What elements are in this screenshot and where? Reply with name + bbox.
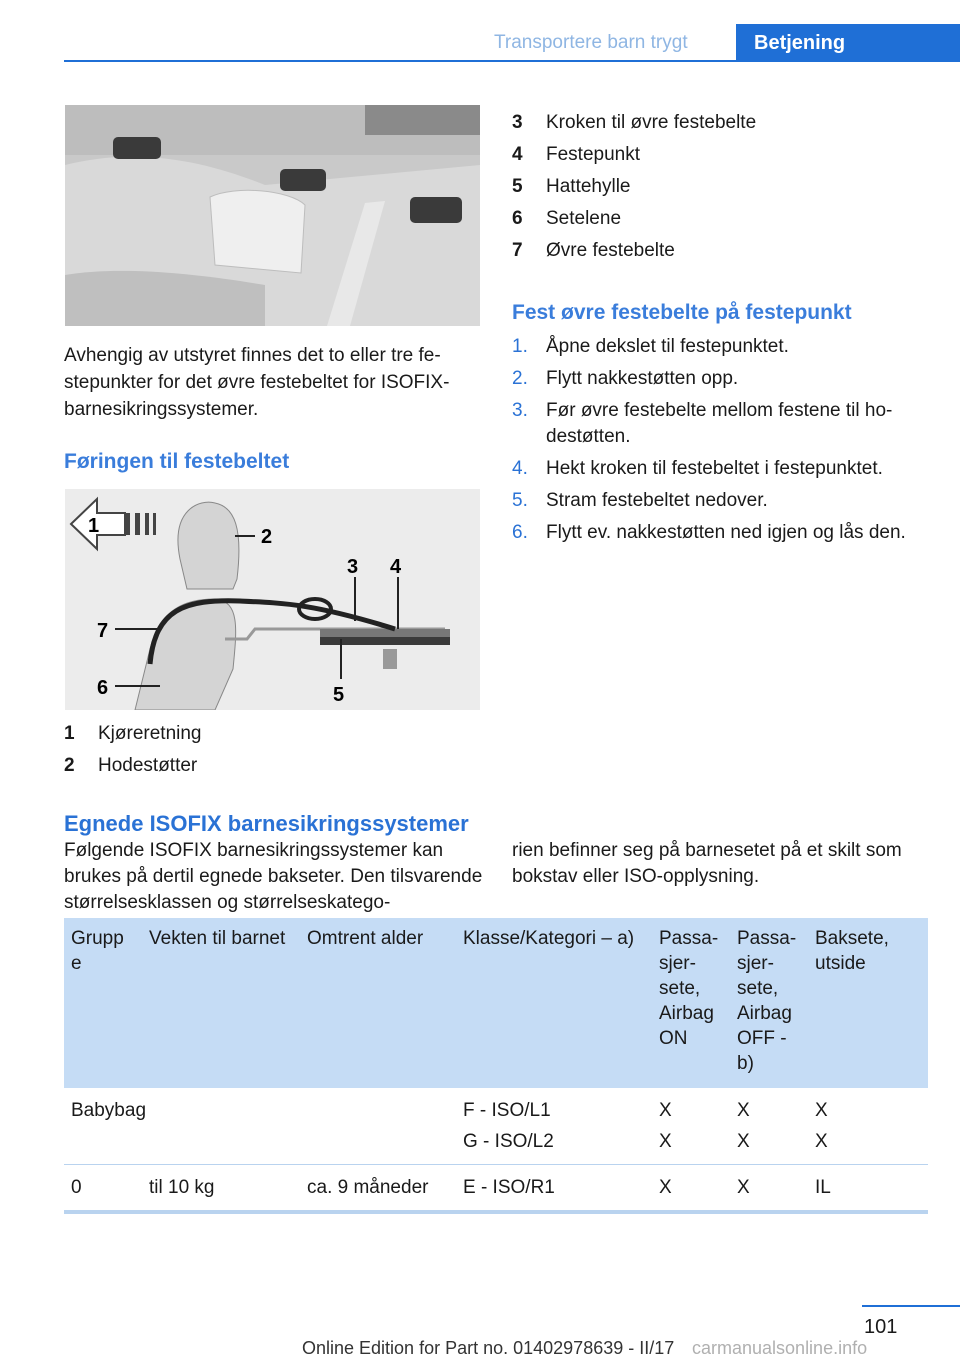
legend-number: 6 (512, 208, 523, 229)
table-cell: ca. 9 måneder (300, 1165, 456, 1213)
table-cell: 0 (64, 1165, 142, 1213)
table-header: Klasse/Kategori – a) (456, 918, 652, 1088)
legend-text: Kroken til øvre festebelte (546, 112, 757, 133)
list-item (64, 723, 484, 755)
table-cell (456, 1088, 652, 1165)
legend-text: Setelene (546, 208, 622, 229)
intro-paragraph: Avhengig av utstyret finnes det to eller tre festepunkter for det øvre festebeltet for ISOFIX-barnesikringssystemer. (64, 345, 450, 420)
list-item (512, 488, 932, 514)
legend-number: 3 (512, 112, 523, 133)
table-cell (300, 1088, 456, 1165)
legend-left (64, 723, 484, 787)
table-cell (142, 1088, 300, 1165)
list-item (64, 755, 484, 787)
legend-number: 2 (64, 755, 75, 776)
legend-number: 4 (512, 144, 523, 165)
list-item (512, 366, 932, 392)
guide-heading: Føringen til festebeltet (64, 450, 290, 473)
table-cell-text: G - ISO/L2 (463, 1131, 554, 1152)
diagram-label-7: 7 (97, 620, 109, 642)
step-number: 3. (512, 400, 528, 421)
table-cell-text: X (659, 1131, 672, 1152)
isofix-paragraph-left: Følgende ISOFIX barnesikringssystemer kan brukes på dertil egnede bakseter. Den tilsvarende størrelsesklassen og størrelseskatego- (64, 840, 483, 913)
page-number-rule (862, 1305, 960, 1307)
isofix-table (64, 918, 928, 1214)
table-cell (730, 1088, 808, 1165)
table-cell-text: F - ISO/L1 (463, 1100, 551, 1121)
table-cell-text: Babybag (71, 1100, 147, 1121)
list-item (512, 176, 932, 208)
table-cell-text: X (737, 1100, 750, 1121)
list-item (512, 144, 932, 176)
table-cell: E - ISO/R1 (456, 1165, 652, 1213)
isofix-heading: Egnede ISOFIX barnesikringssystemer (64, 811, 469, 836)
table-cell (652, 1088, 730, 1165)
list-item (512, 334, 932, 360)
list-item (512, 208, 932, 240)
table-header: Baksete, utside (808, 918, 928, 1088)
list-item (512, 456, 932, 482)
step-text: Flytt nakkestøtten opp. (546, 368, 739, 389)
step-text: Stram festebeltet nedover. (546, 490, 768, 511)
step-number: 5. (512, 490, 528, 511)
list-item (512, 520, 932, 546)
table-header-row (64, 918, 928, 1088)
diagram-label-3: 3 (347, 556, 359, 578)
rear-seat-photo (65, 105, 480, 326)
list-item (512, 240, 932, 272)
diagram-label-1: 1 (88, 515, 100, 537)
step-text: Flytt ev. nakkestøtten ned igjen og lås den. (546, 522, 906, 543)
table-row (64, 1165, 928, 1213)
diagram-label-2: 2 (261, 526, 273, 548)
table-cell-text: X (815, 1131, 828, 1152)
procedure-steps (512, 334, 932, 552)
table-cell-text: X (659, 1100, 672, 1121)
diagram-label-6: 6 (97, 677, 109, 699)
table-header: Passasjersete, Airbag ON (652, 918, 730, 1088)
belt-routing-diagram (65, 489, 480, 710)
isofix-paragraph-right: rien befinner seg på barnesetet på et skilt som bokstav eller ISO-opplysning. (512, 840, 902, 887)
step-number: 2. (512, 368, 528, 389)
header-chapter-tab[interactable]: Betjening (736, 24, 960, 62)
header-section-title: Transportere barn trygt (494, 32, 688, 53)
step-text: Før øvre festebelte mellom festene til hodestøtten. (546, 400, 893, 447)
page-number: 101 (864, 1316, 898, 1338)
footer-edition: Online Edition for Part no. 01402978639 - II/17 (302, 1338, 675, 1358)
legend-text: Øvre festebelte (546, 240, 675, 261)
step-text: Hekt kroken til festebeltet i festepunktet. (546, 458, 883, 479)
legend-text: Hattehylle (546, 176, 631, 197)
table-cell: X (652, 1165, 730, 1213)
watermark: carmanualsonline.info (692, 1338, 868, 1358)
legend-text: Kjøreretning (98, 723, 202, 744)
table-header: Passasjersete, Airbag OFF - b) (730, 918, 808, 1088)
table-row (64, 1088, 928, 1165)
step-text: Åpne dekslet til festepunktet. (546, 336, 789, 357)
list-item (512, 112, 932, 144)
list-item (512, 398, 932, 450)
diagram-label-5: 5 (333, 684, 345, 706)
step-number: 4. (512, 458, 528, 479)
table-cell-text: X (815, 1100, 828, 1121)
step-number: 1. (512, 336, 528, 357)
legend-right (512, 112, 932, 272)
table-header: Vekten til barnet (142, 918, 300, 1088)
legend-number: 5 (512, 176, 523, 197)
legend-text: Festepunkt (546, 144, 640, 165)
table-cell: IL (808, 1165, 928, 1213)
procedure-heading: Fest øvre festebelte på festepunkt (512, 301, 852, 324)
diagram-label-4: 4 (390, 556, 402, 578)
step-number: 6. (512, 522, 528, 543)
legend-number: 7 (512, 240, 523, 261)
legend-number: 1 (64, 723, 75, 744)
table-cell (808, 1088, 928, 1165)
table-header: Omtrent alder (300, 918, 456, 1088)
table-cell (64, 1088, 147, 1165)
table-cell: X (730, 1165, 808, 1213)
legend-text: Hodestøtter (98, 755, 198, 776)
table-header: Grupp e (64, 918, 142, 1088)
header-rule (64, 60, 960, 62)
table-cell: til 10 kg (142, 1165, 300, 1213)
table-cell-text: X (737, 1131, 750, 1152)
